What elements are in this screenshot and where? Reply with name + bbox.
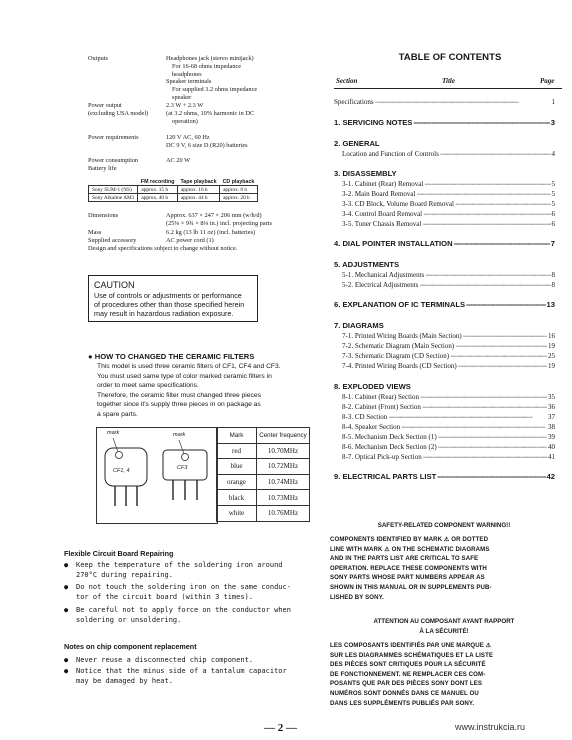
spec-value: For supplied 3.2 ohms impedance xyxy=(172,86,258,94)
toc-entry-page: 25 xyxy=(548,352,555,360)
leader-dots xyxy=(424,180,550,190)
toc-entry[interactable] xyxy=(342,271,555,281)
toc-entry-label: 7-1. Printed Wiring Boards (Main Section) xyxy=(342,332,462,340)
toc-entry-label: 8-7. Optical Pick-up Section xyxy=(342,453,422,461)
toc-entry[interactable] xyxy=(342,200,555,210)
page-number: — 2 — xyxy=(264,722,297,734)
toc-entry-label: 5-1. Mechanical Adjustments xyxy=(342,271,425,279)
toc-entry-label: 1. SERVICING NOTES xyxy=(334,118,413,127)
toc-entry[interactable] xyxy=(342,180,555,190)
text-line: together since it's supply three pieces in on package as xyxy=(97,401,261,409)
toc-entry-label: 8-1. Cabinet (Rear) Section xyxy=(342,393,419,401)
mark-label: mark xyxy=(173,432,186,438)
filters-paragraph xyxy=(97,362,347,420)
toc-section-heading[interactable]: 7. DIAGRAMS xyxy=(334,321,384,330)
toc-entry-label: 6. EXPLANATION OF IC TERMINALS xyxy=(334,300,466,309)
spec-value: AC power cord (1) xyxy=(166,237,214,244)
leader-dots xyxy=(375,98,551,108)
spec-label: Dimensions xyxy=(88,212,119,219)
leader-dots xyxy=(423,453,547,463)
table-cell: approx. 15 h xyxy=(138,186,178,194)
table-cell: red xyxy=(217,443,257,459)
toc-section-heading[interactable]: 2. GENERAL xyxy=(334,139,380,148)
spec-value: 120 V AC, 60 Hz xyxy=(166,134,210,141)
toc-entry-label: Specifications xyxy=(334,98,374,106)
leader-dots xyxy=(417,190,551,200)
toc-entry-label: 4. DIAL POINTER INSTALLATION xyxy=(334,239,453,248)
leader-dots xyxy=(438,443,547,453)
leader-dots xyxy=(401,423,547,433)
spec-label: Mass xyxy=(88,229,102,236)
list-item xyxy=(64,655,336,665)
caution-title: CAUTION xyxy=(94,280,135,290)
toc-section-heading[interactable]: 3. DISASSEMBLY xyxy=(334,169,397,178)
bullet-icon: ● xyxy=(64,583,69,591)
toc-entry[interactable] xyxy=(342,190,555,200)
toc-entry[interactable] xyxy=(342,150,555,160)
toc-entry[interactable] xyxy=(342,281,555,291)
text-line: Keep the temperature of the soldering iron around xyxy=(76,561,283,569)
attention-title: À LA SÉCURITÉ! xyxy=(419,628,469,635)
caution-text: Use of controls or adjustments or performance xyxy=(94,291,242,300)
list-item xyxy=(64,666,336,687)
toc-entry[interactable] xyxy=(342,433,555,443)
text-line: SHOWN IN THIS MANUAL OR IN SUPPLEMENTS PUB- xyxy=(330,583,492,591)
spec-value: (25⅛ × 9¾ × 8⅛ in.) incl. projecting parts xyxy=(166,219,272,227)
text-line: This model is used three ceramic filters of CF1, CF4 and CF3. xyxy=(97,363,281,370)
table-cell: 10.74MHz xyxy=(257,474,310,490)
toc-section-heading[interactable]: 5. ADJUSTMENTS xyxy=(334,260,400,269)
text-line: DES PIÈCES SONT CRITIQUES POUR LA SÉCURITÉ xyxy=(330,661,486,669)
leader-dots xyxy=(454,239,550,250)
toc-entry-page: 7 xyxy=(550,239,555,248)
leader-dots xyxy=(423,210,550,220)
toc-entry-page: 39 xyxy=(548,433,555,441)
toc-entry-page: 3 xyxy=(550,118,555,127)
toc-entry-page: 8 xyxy=(551,281,555,289)
caution-text: of procedures other than those specified herein xyxy=(94,300,245,309)
toc-entry-label: 5-2. Electrical Adjustments xyxy=(342,281,419,289)
section-heading: Flexible Circuit Board Repairing xyxy=(64,549,174,558)
toc-entry-label: 3-1. Cabinet (Rear) Removal xyxy=(342,180,424,188)
toc-entry[interactable] xyxy=(342,210,555,220)
leader-dots xyxy=(422,220,550,230)
spec-value: (at 3.2 ohms, 10% harmonic in DC xyxy=(166,109,255,117)
table-cell: black xyxy=(217,490,257,506)
leader-dots xyxy=(450,352,547,362)
toc-entry-page: 4 xyxy=(551,150,555,158)
spec-label: Power output xyxy=(88,102,122,109)
toc-entry-page: 16 xyxy=(548,332,555,340)
toc-title: TABLE OF CONTENTS xyxy=(398,52,502,63)
toc-col-title: Title xyxy=(442,77,455,85)
leader-dots xyxy=(388,413,547,423)
spec-note: Design and specifications subject to change without notice. xyxy=(88,245,238,252)
toc-entry-label: 7-4. Printed Wiring Boards (CD Section) xyxy=(342,362,457,370)
text-line: You must used same type of color marked ceramic filters in xyxy=(97,372,272,380)
leader-dots xyxy=(440,150,551,160)
leader-dots xyxy=(455,200,551,210)
battery-life-table xyxy=(88,178,258,202)
text-line: a spare parts. xyxy=(97,410,138,418)
toc-entry-page: 5 xyxy=(551,180,555,188)
table-row xyxy=(217,474,310,490)
toc-entry-label: 8-3. CD Section xyxy=(342,413,388,421)
table-header-row xyxy=(89,178,258,186)
toc-col-section: Section xyxy=(336,77,358,85)
spec-value: Approx. 637 × 247 × 206 mm (w/h/d) xyxy=(166,212,262,219)
table-header xyxy=(89,178,138,186)
toc-entry-page: 36 xyxy=(548,403,555,411)
toc-entry-page: 41 xyxy=(548,453,555,461)
table-cell: Sony SUM-1 (NS) xyxy=(89,186,138,194)
toc-entry-page: 42 xyxy=(546,472,555,481)
toc-entry[interactable] xyxy=(342,453,555,463)
toc-entry-label: 3-3. CD Block, Volume Board Removal xyxy=(342,200,454,208)
spec-label: Power consumption xyxy=(88,157,139,164)
text-line: Therefore, the ceramic filter must changed three pieces xyxy=(97,391,261,399)
leader-dots xyxy=(466,300,545,311)
spec-value: Speaker terminals xyxy=(166,78,212,86)
table-header: Mark xyxy=(217,428,257,444)
leader-dots xyxy=(413,118,549,129)
text-line: Be careful not to apply force on the conductor when xyxy=(76,606,291,614)
toc-entry-page: 13 xyxy=(546,300,555,309)
toc-entry[interactable] xyxy=(334,472,555,483)
table-cell: approx. 20 h xyxy=(220,194,258,202)
text-line: Do not touch the soldering iron on the same conduc- xyxy=(76,583,291,591)
toc-entry[interactable] xyxy=(342,423,555,433)
table-row xyxy=(217,490,310,506)
toc-entry[interactable] xyxy=(342,443,555,453)
spec-value: AC 20 W xyxy=(166,157,191,164)
toc-entry[interactable] xyxy=(342,220,555,230)
toc-entry-page: 19 xyxy=(548,342,555,350)
toc-entry[interactable] xyxy=(334,300,555,311)
toc-entry-page: 6 xyxy=(551,210,555,218)
toc-entry-page: 5 xyxy=(551,190,555,198)
text-line: LISHED BY SONY. xyxy=(330,593,384,601)
text-line: 270°C during repairing. xyxy=(76,571,173,580)
text-line: tor of the circuit board (within 3 times). xyxy=(76,593,254,602)
mark-label: mark xyxy=(107,430,120,436)
toc-col-page: Page xyxy=(540,77,555,85)
text-line: NUMÉROS SONT DONNÉS DANS CE MANUEL OU xyxy=(330,689,479,697)
ceramic-filter-diagram xyxy=(97,428,217,523)
toc-entry-page: 40 xyxy=(548,443,555,451)
toc-entry-page: 37 xyxy=(548,413,555,421)
toc-entry[interactable] xyxy=(334,118,555,129)
toc-entry[interactable] xyxy=(342,403,555,413)
text-line: soldering or unsoldering. xyxy=(76,616,182,625)
leader-dots xyxy=(419,281,550,291)
table-header: FM recording xyxy=(138,178,178,186)
filter-illustration xyxy=(96,427,218,524)
table-row xyxy=(89,186,258,194)
cf3-label: CF3 xyxy=(177,465,188,471)
toc-entry[interactable] xyxy=(342,332,555,342)
text-line: AND IN THE PARTS LIST ARE CRITICAL TO SAFE xyxy=(330,555,479,563)
table-cell: 10.70MHz xyxy=(257,443,310,459)
bullet-icon: ● xyxy=(64,606,69,614)
leader-dots xyxy=(422,403,547,413)
list-item xyxy=(64,582,336,603)
toc-entry[interactable] xyxy=(342,352,555,362)
text-line: DANS LES SUPPLÉMENTS PUBLIÉS PAR SONY. xyxy=(330,699,475,707)
toc-entry-label: 3-4. Control Board Removal xyxy=(342,210,423,218)
caution-box xyxy=(88,275,258,322)
table-row xyxy=(89,194,258,202)
toc-entry-page: 19 xyxy=(548,362,555,370)
toc-entry-label: 8-6. Mechanism Deck Section (2) xyxy=(342,443,437,451)
spec-value: speaker xyxy=(172,93,192,101)
spec-label: Battery life xyxy=(88,165,117,172)
toc-entry[interactable] xyxy=(342,413,555,423)
toc-entry-label: 9. ELECTRICAL PARTS LIST xyxy=(334,472,437,481)
table-row xyxy=(217,443,310,459)
bullet-icon: ● xyxy=(64,561,69,569)
center-frequency-table xyxy=(216,427,310,522)
attention-title: ATTENTION AU COMPOSANT AYANT RAPPORT xyxy=(373,618,515,625)
spec-label: Power requirements xyxy=(88,134,139,141)
spec-value: 6.2 kg (13 lb 11 oz) (incl. batteries) xyxy=(166,229,256,236)
bullet-icon: ● xyxy=(88,352,93,361)
toc-entry-label: 3-2. Main Board Removal xyxy=(342,190,416,198)
table-cell: 10.76MHz xyxy=(257,505,310,521)
toc-entry-page: 1 xyxy=(551,98,555,106)
table-cell: 10.72MHz xyxy=(257,459,310,475)
table-header: Tape playback xyxy=(177,178,219,186)
toc-entry-page: 8 xyxy=(551,271,555,279)
text-line: may be damaged by heat. xyxy=(76,677,173,686)
leader-dots xyxy=(455,342,547,352)
table-cell: white xyxy=(217,505,257,521)
text-line: LINE WITH MARK ⚠ ON THE SCHEMATIC DIAGRAMS xyxy=(330,545,490,553)
text-line: SUR LES DIAGRAMMES SCHÉMATIQUES ET LA LISTE xyxy=(330,651,494,659)
cf14-label: CF1, 4 xyxy=(113,468,130,474)
text-line: OPERATION. REPLACE THESE COMPONENTS WITH xyxy=(330,564,487,572)
watermark: www.instrukcia.ru xyxy=(455,722,526,732)
table-header: Center frequency xyxy=(257,428,310,444)
bullet-icon: ● xyxy=(64,656,69,664)
table-cell: approx. 40 h xyxy=(138,194,178,202)
table-cell: Sony Alkaline AM1 xyxy=(89,194,138,202)
table-cell: approx. 16 h xyxy=(177,186,219,194)
table-row xyxy=(217,505,310,521)
toc-entry-page: 38 xyxy=(548,423,555,431)
caution-text: may result in hazardous radiation exposure. xyxy=(94,309,234,318)
toc-entry-label: 7-2. Schematic Diagram (Main Section) xyxy=(342,342,455,350)
table-cell: approx. 44 h xyxy=(177,194,219,202)
leader-dots xyxy=(458,362,547,372)
toc-entry-label: 7-3. Schematic Diagram (CD Section) xyxy=(342,352,450,360)
spec-value: operation) xyxy=(172,117,198,125)
spec-label: (excluding USA model) xyxy=(88,109,149,117)
toc-entry[interactable] xyxy=(334,239,555,250)
table-header: CD playback xyxy=(220,178,258,186)
text-line: POSANTS QUE PAR DES PIÈCES SONY DONT LES xyxy=(330,680,483,688)
leader-dots xyxy=(463,332,547,342)
list-item xyxy=(64,560,336,581)
bullet-icon: ● xyxy=(64,667,69,675)
table-cell: blue xyxy=(217,459,257,475)
spec-value: 2.3 W + 2.3 W xyxy=(166,102,204,109)
list-item xyxy=(64,605,336,626)
toc-section-heading[interactable]: 8. EXPLODED VIEWS xyxy=(334,382,411,391)
table-cell: approx. 8 h xyxy=(220,186,258,194)
spec-value: DC 9 V, 6 size D (R20) batteries xyxy=(166,141,248,149)
table-cell: 10.73MHz xyxy=(257,490,310,506)
text-line: Never reuse a disconnected chip component. xyxy=(76,656,254,664)
toc-entry-label: 8-4. Speaker Section xyxy=(342,423,401,431)
text-line: DE FONCTIONNEMENT. NE REMPLACER CES COM- xyxy=(330,670,486,678)
toc-entry-label: Location and Function of Controls xyxy=(342,150,439,158)
spec-value: Headphones jack (stereo minijack) xyxy=(166,55,254,62)
text-line: Notice that the minus side of a tantalum capacitor xyxy=(76,667,287,675)
section-heading: Notes on chip component replacement xyxy=(64,642,197,651)
text-line: SONY PARTS WHOSE PART NUMBERS APPEAR AS xyxy=(330,574,485,582)
table-cell: orange xyxy=(217,474,257,490)
toc-divider xyxy=(334,88,562,89)
text-line: COMPONENTS IDENTIFIED BY MARK ⚠ OR DOTTED xyxy=(330,536,489,543)
toc-entry-page: 35 xyxy=(548,393,555,401)
spec-value: headphones xyxy=(172,70,202,78)
table-header-row xyxy=(217,428,310,444)
text-line: order to meet same specifications. xyxy=(97,382,199,390)
spec-value: For 16-68 ohms impedance xyxy=(172,62,242,70)
toc-entry-page: 5 xyxy=(551,200,555,208)
spec-label: Supplied accessory xyxy=(88,237,137,244)
toc-entry[interactable] xyxy=(342,393,555,403)
leader-dots xyxy=(425,271,550,281)
leader-dots xyxy=(438,433,547,443)
toc-entry[interactable] xyxy=(342,362,555,372)
spec-label: Outputs xyxy=(88,55,108,62)
table-row xyxy=(217,459,310,475)
toc-entry[interactable] xyxy=(334,98,555,108)
leader-dots xyxy=(437,472,545,483)
toc-entry[interactable] xyxy=(342,342,555,352)
toc-entry-label: 8-5. Mechanism Deck Section (1) xyxy=(342,433,437,441)
leader-dots xyxy=(420,393,547,403)
safety-title: SAFETY-RELATED COMPONENT WARNING!! xyxy=(377,522,511,529)
toc-entry-label: 3-5. Tuner Chassis Removal xyxy=(342,220,422,228)
toc-entry-label: 8-2. Cabinet (Front) Section xyxy=(342,403,421,411)
text-line: LES COMPOSANTS IDENTIFIÉS PAR UNE MARQUE ⚠ xyxy=(330,642,492,649)
toc-entry-page: 6 xyxy=(551,220,555,228)
section-heading: HOW TO CHANGED THE CERAMIC FILTERS xyxy=(94,352,255,361)
